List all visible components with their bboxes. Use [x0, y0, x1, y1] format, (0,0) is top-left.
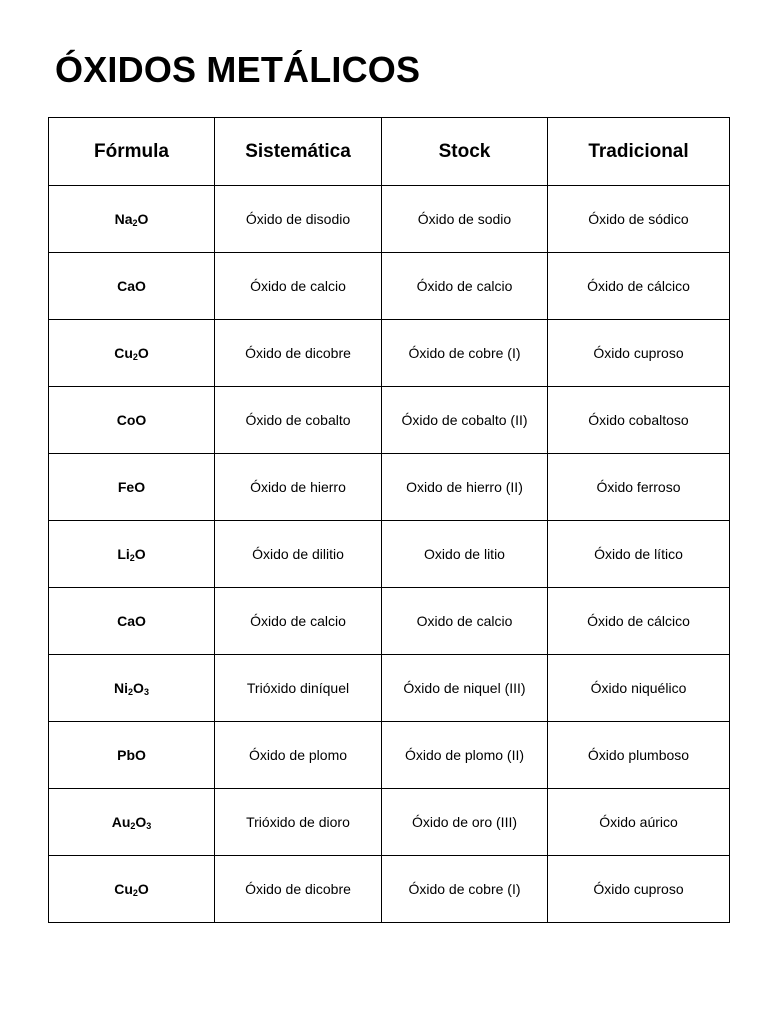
formula-symbol: Au	[111, 814, 131, 830]
formula-symbol: O	[137, 211, 149, 227]
column-header-sistematica: Sistemática	[215, 118, 382, 186]
table-row	[49, 186, 730, 253]
sistematica-cell: Óxido de disodio	[215, 186, 382, 253]
formula-subscript: 2	[132, 218, 138, 228]
sistematica-cell: Trióxido de dioro	[215, 789, 382, 856]
table-row	[49, 454, 730, 521]
table-header-row	[49, 118, 730, 186]
tradicional-cell: Óxido ferroso	[548, 454, 730, 521]
formula-symbol: Cu	[114, 881, 133, 897]
page-title: ÓXIDOS METÁLICOS	[55, 49, 421, 90]
column-header-stock: Stock	[382, 118, 548, 186]
formula-symbol: O	[137, 881, 149, 897]
formula-symbol: O	[133, 680, 144, 696]
tradicional-cell: Óxido de lítico	[548, 521, 730, 588]
formula-symbol: FeO	[117, 479, 146, 495]
table-row	[49, 789, 730, 856]
formula-symbol: Na	[114, 211, 133, 227]
tradicional-cell: Óxido de sódico	[548, 186, 730, 253]
formula-subscript: 2	[130, 821, 136, 831]
stock-cell: Óxido de sodio	[382, 186, 548, 253]
sistematica-cell: Óxido de cobalto	[215, 387, 382, 454]
tradicional-cell: Óxido cuproso	[548, 856, 730, 923]
stock-cell: Óxido de oro (III)	[382, 789, 548, 856]
tradicional-cell: Óxido cobaltoso	[548, 387, 730, 454]
tradicional-cell: Óxido de cálcico	[548, 588, 730, 655]
stock-cell: Óxido de calcio	[382, 253, 548, 320]
formula-cell	[49, 856, 215, 923]
sistematica-cell: Óxido de calcio	[215, 588, 382, 655]
formula-cell	[49, 387, 215, 454]
stock-cell: Óxido de cobre (I)	[382, 856, 548, 923]
sistematica-cell: Óxido de hierro	[215, 454, 382, 521]
formula-cell	[49, 588, 215, 655]
formula-cell	[49, 521, 215, 588]
formula-symbol: CoO	[116, 412, 147, 428]
oxides-table	[48, 117, 730, 923]
stock-cell: Oxido de hierro (II)	[382, 454, 548, 521]
tradicional-cell: Óxido aúrico	[548, 789, 730, 856]
table-row	[49, 253, 730, 320]
table-row	[49, 387, 730, 454]
formula-cell	[49, 186, 215, 253]
sistematica-cell: Trióxido diníquel	[215, 655, 382, 722]
formula-cell	[49, 320, 215, 387]
table-row	[49, 722, 730, 789]
tradicional-cell: Óxido de cálcico	[548, 253, 730, 320]
formula-symbol: Ni	[114, 680, 129, 696]
tradicional-cell: Óxido plumboso	[548, 722, 730, 789]
formula-symbol: O	[134, 546, 146, 562]
formula-symbol: PbO	[117, 747, 146, 763]
sistematica-cell: Óxido de calcio	[215, 253, 382, 320]
formula-cell	[49, 655, 215, 722]
formula-subscript: 2	[132, 888, 138, 898]
tradicional-cell: Óxido cuproso	[548, 320, 730, 387]
stock-cell: Óxido de cobalto (II)	[382, 387, 548, 454]
formula-symbol: Li	[117, 546, 130, 562]
formula-subscript: 2	[129, 553, 135, 563]
table-row	[49, 320, 730, 387]
formula-symbol: O	[135, 814, 147, 830]
formula-subscript: 3	[143, 687, 149, 697]
stock-cell: Oxido de litio	[382, 521, 548, 588]
stock-cell: Oxido de calcio	[382, 588, 548, 655]
column-header-tradicional: Tradicional	[548, 118, 730, 186]
column-header-formula: Fórmula	[49, 118, 215, 186]
formula-subscript: 2	[132, 352, 138, 362]
stock-cell: Óxido de plomo (II)	[382, 722, 548, 789]
tradicional-cell: Óxido niquélico	[548, 655, 730, 722]
formula-symbol: CaO	[117, 278, 146, 294]
formula-cell	[49, 454, 215, 521]
table-row	[49, 588, 730, 655]
table-row	[49, 521, 730, 588]
formula-cell	[49, 253, 215, 320]
formula-subscript: 3	[146, 821, 152, 831]
table-row	[49, 856, 730, 923]
formula-symbol: Cu	[114, 345, 133, 361]
sistematica-cell: Óxido de dicobre	[215, 320, 382, 387]
formula-symbol: CaO	[117, 613, 146, 629]
formula-cell	[49, 722, 215, 789]
formula-symbol: O	[137, 345, 149, 361]
formula-cell	[49, 789, 215, 856]
sistematica-cell: Óxido de plomo	[215, 722, 382, 789]
table-row	[49, 655, 730, 722]
sistematica-cell: Óxido de dicobre	[215, 856, 382, 923]
formula-subscript: 2	[128, 687, 134, 697]
stock-cell: Óxido de niquel (III)	[382, 655, 548, 722]
sistematica-cell: Óxido de dilitio	[215, 521, 382, 588]
stock-cell: Óxido de cobre (I)	[382, 320, 548, 387]
